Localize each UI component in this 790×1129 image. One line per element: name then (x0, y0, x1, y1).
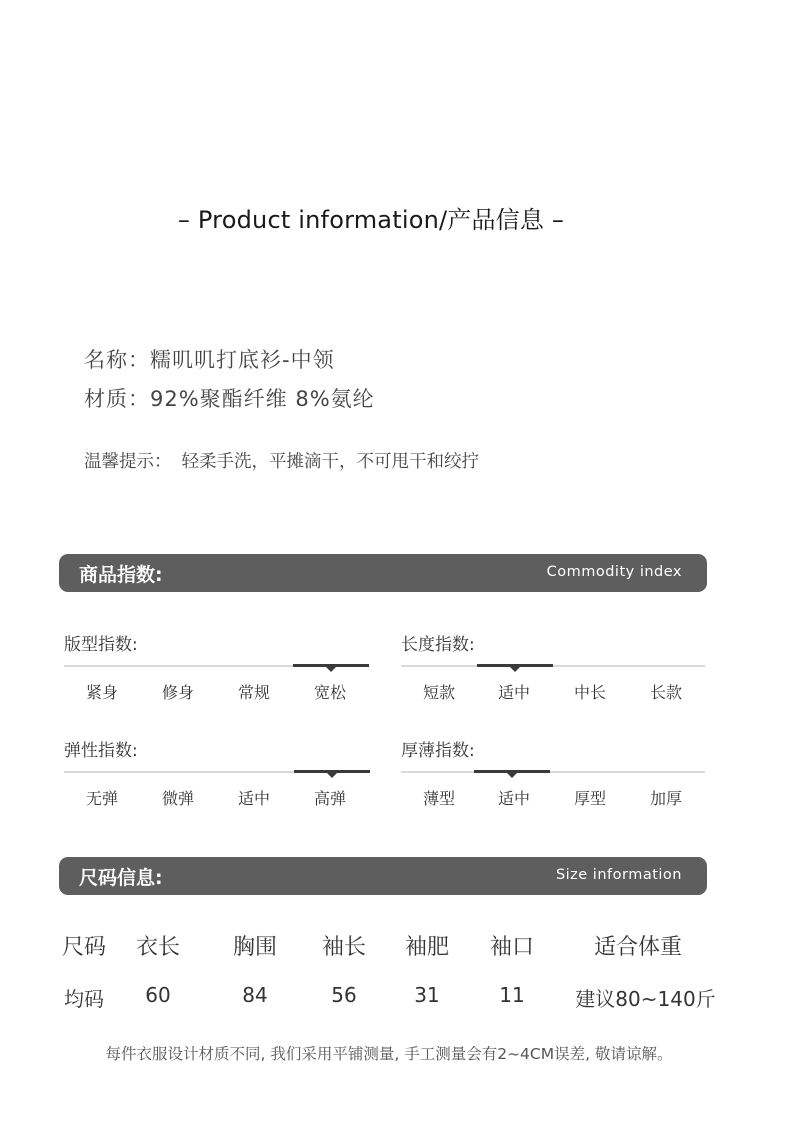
product-material: 材质：92%聚酯纤维 8%氨纶 (84, 387, 375, 411)
size-table-header: 袖长 (321, 935, 366, 960)
product-name: 名称：糯叽叽打底衫-中领 (84, 348, 335, 372)
size-table-header: 适合体重 (593, 935, 682, 960)
index-title: 弹性指数: (64, 741, 138, 761)
index-track (401, 771, 705, 773)
index-option: 常规 (237, 683, 270, 702)
index-option: 修身 (161, 683, 194, 702)
index-option: 中长 (573, 683, 606, 702)
size-table-cell: 60 (145, 983, 171, 1007)
size-info-subtitle: Size information (555, 867, 682, 883)
index-option: 宽松 (313, 683, 346, 702)
care-tip (84, 448, 479, 473)
commodity-index-subtitle: Commodity index (546, 564, 682, 580)
size-info-banner (59, 857, 707, 895)
size-table-cell: 56 (331, 983, 357, 1007)
size-table-cell: 84 (242, 983, 268, 1007)
index-option: 短款 (422, 683, 455, 702)
commodity-index-banner (59, 554, 707, 592)
index-title: 版型指数: (64, 635, 138, 655)
index-option: 厚型 (573, 789, 606, 808)
index-option: 加厚 (649, 789, 682, 808)
index-track (401, 665, 705, 667)
index-option: 适中 (497, 789, 530, 808)
commodity-index-title: 商品指数: (79, 564, 163, 586)
index-option: 薄型 (422, 789, 455, 808)
size-table-header: 胸围 (232, 935, 277, 960)
size-table-cell: 11 (499, 983, 525, 1007)
index-option: 微弹 (161, 789, 194, 808)
size-table-cell: 均码 (64, 987, 104, 1011)
index-title: 厚薄指数: (401, 741, 475, 761)
index-option: 适中 (497, 683, 530, 702)
index-title: 长度指数: (401, 635, 475, 655)
measurement-note: 每件衣服设计材质不同, 我们采用平铺测量, 手工测量会有2~4CM误差, 敬请谅解。 (105, 1045, 673, 1063)
index-marker-icon (507, 773, 517, 778)
size-info-title: 尺码信息: (79, 867, 163, 889)
index-option: 适中 (237, 789, 270, 808)
index-option: 紧身 (85, 683, 118, 702)
index-marker-icon (327, 773, 337, 778)
index-option: 无弹 (85, 789, 118, 808)
index-option: 长款 (649, 683, 682, 702)
size-table-header: 衣长 (135, 935, 180, 960)
size-table-cell: 31 (414, 983, 440, 1007)
care-tip-label: 温馨提示： (84, 452, 172, 472)
size-table-header: 袖肥 (404, 935, 449, 960)
size-table-header: 尺码 (61, 935, 106, 960)
care-tip-text: 轻柔手洗，平摊滴干，不可甩干和绞拧 (181, 452, 479, 472)
index-marker-icon (326, 667, 336, 672)
index-marker-icon (510, 667, 520, 672)
page-title: – Product information/产品信息 – (177, 206, 565, 234)
index-option: 高弹 (313, 789, 346, 808)
size-table-header: 袖口 (489, 935, 534, 960)
size-table-cell: 建议80~140斤 (575, 987, 716, 1011)
